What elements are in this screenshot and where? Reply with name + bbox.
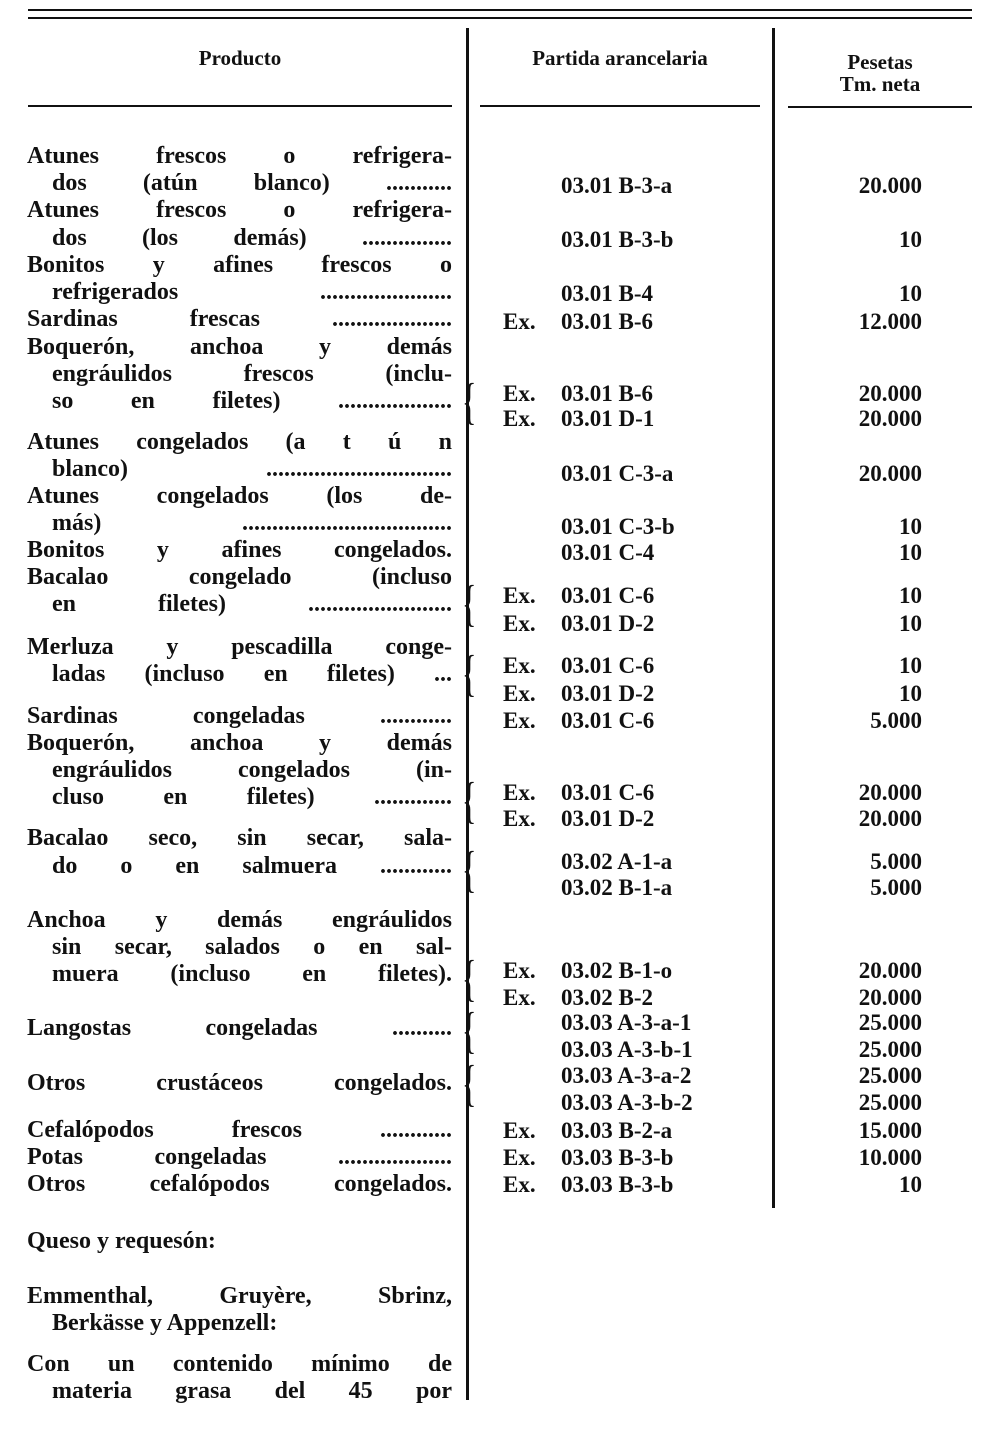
price-value: 5.000 <box>870 875 922 900</box>
product-line: engráulidos congelados (in- <box>52 757 452 783</box>
tariff-ex-prefix: Ex. <box>503 985 536 1010</box>
tariff-code: 03.01 C-3-b <box>561 514 675 539</box>
price-value: 5.000 <box>870 849 922 874</box>
product-line: so en filetes) ................... <box>52 388 452 414</box>
header-product: Producto <box>198 46 282 70</box>
price-value: 15.000 <box>858 1118 922 1143</box>
tariff-code: 03.03 B-3-b <box>561 1172 674 1197</box>
product-line: engráulidos frescos (inclu- <box>52 361 452 387</box>
top-rule-1 <box>28 9 972 11</box>
price-value: 25.000 <box>858 1063 922 1088</box>
tariff-ex-prefix: Ex. <box>503 611 536 636</box>
tariff-ex-prefix: Ex. <box>503 653 536 678</box>
tariff-code: 03.03 A-3-a-2 <box>561 1063 692 1088</box>
price-value: 10 <box>899 227 922 252</box>
product-line: materia grasa del 45 por <box>52 1378 452 1404</box>
column-divider-2 <box>772 28 775 1208</box>
tariff-code: 03.01 B-4 <box>561 281 653 306</box>
product-line: Emmenthal, Gruyère, Sbrinz, <box>27 1283 452 1309</box>
price-value: 10 <box>899 611 922 636</box>
product-line: Cefalópodos frescos ............ <box>27 1117 452 1143</box>
tariff-ex-prefix: Ex. <box>503 406 536 431</box>
product-line: Atunes frescos o refrigera- <box>27 197 452 223</box>
tariff-code: 03.01 B-6 <box>561 381 653 406</box>
tariff-ex-prefix: Ex. <box>503 583 536 608</box>
product-line: refrigerados ...................... <box>52 279 452 305</box>
brace-mark: { <box>462 576 477 633</box>
tariff-code: 03.03 A-3-b-1 <box>561 1037 693 1062</box>
header-underline-tariff <box>480 105 760 107</box>
tariff-ex-prefix: Ex. <box>503 780 536 805</box>
tariff-ex-prefix: Ex. <box>503 958 536 983</box>
tariff-code: 03.02 B-2 <box>561 985 653 1010</box>
tariff-ex-prefix: Ex. <box>503 309 536 334</box>
price-value: 20.000 <box>858 780 922 805</box>
price-value: 20.000 <box>858 406 922 431</box>
price-value: 20.000 <box>858 985 922 1010</box>
product-line: sin secar, salados o en sal- <box>52 934 452 960</box>
price-value: 25.000 <box>858 1090 922 1115</box>
header-price-line2: Tm. neta <box>839 72 921 96</box>
product-line: Boquerón, anchoa y demás <box>27 730 452 756</box>
brace-mark: { <box>462 1003 477 1060</box>
header-underline-product <box>28 105 452 107</box>
tariff-code: 03.01 C-6 <box>561 583 655 608</box>
brace-mark: { <box>462 842 477 899</box>
tariff-ex-prefix: Ex. <box>503 681 536 706</box>
product-line: en filetes) ........................ <box>52 591 452 617</box>
product-line: dos (los demás) ............... <box>52 225 452 251</box>
product-line: Merluza y pescadilla conge- <box>27 634 452 660</box>
price-value: 10 <box>899 653 922 678</box>
tariff-ex-prefix: Ex. <box>503 806 536 831</box>
tariff-code: 03.01 B-3-b <box>561 227 674 252</box>
price-value: 10 <box>899 681 922 706</box>
product-line: cluso en filetes) ............. <box>52 784 452 810</box>
tariff-code: 03.02 B-1-o <box>561 958 673 983</box>
tariff-code: 03.01 D-2 <box>561 611 655 636</box>
price-value: 20.000 <box>858 806 922 831</box>
header-underline-price <box>788 106 972 108</box>
product-line: Anchoa y demás engráulidos <box>27 907 452 933</box>
product-line: Potas congeladas ................... <box>27 1144 452 1170</box>
product-line: Queso y requesón: <box>27 1228 216 1254</box>
product-line: Bacalao congelado (incluso <box>27 564 452 590</box>
tariff-code: 03.03 A-3-b-2 <box>561 1090 693 1115</box>
tariff-code: 03.01 B-3-a <box>561 173 673 198</box>
product-line: blanco) ............................... <box>52 456 452 482</box>
tariff-code: 03.01 C-6 <box>561 780 655 805</box>
product-line: ladas (incluso en filetes) ... <box>52 661 452 687</box>
tariff-ex-prefix: Ex. <box>503 1145 536 1170</box>
brace-mark: { <box>462 951 477 1008</box>
price-value: 20.000 <box>858 958 922 983</box>
product-line: más) ................................... <box>52 510 452 536</box>
brace-mark: { <box>462 1056 477 1113</box>
header-tariff: Partida arancelaria <box>532 46 708 70</box>
price-value: 10 <box>899 583 922 608</box>
price-value: 5.000 <box>870 708 922 733</box>
price-value: 10.000 <box>858 1145 922 1170</box>
product-line: Sardinas congeladas ............ <box>27 703 452 729</box>
product-line: Langostas congeladas .......... <box>27 1015 452 1041</box>
brace-mark: { <box>462 646 477 703</box>
tariff-code: 03.01 D-1 <box>561 406 655 431</box>
tariff-code: 03.01 B-6 <box>561 309 653 334</box>
tariff-code: 03.02 A-1-a <box>561 849 673 874</box>
price-value: 10 <box>899 514 922 539</box>
tariff-code: 03.01 D-2 <box>561 806 655 831</box>
product-line: dos (atún blanco) ........... <box>52 170 452 196</box>
product-line: Bonitos y afines frescos o <box>27 252 452 278</box>
price-value: 10 <box>899 281 922 306</box>
brace-mark: { <box>462 374 477 431</box>
product-line: muera (incluso en filetes). <box>52 961 452 987</box>
price-value: 20.000 <box>858 381 922 406</box>
tariff-code: 03.01 C-6 <box>561 653 655 678</box>
product-line: Otros cefalópodos congelados. <box>27 1171 452 1197</box>
column-divider-1 <box>466 28 469 1400</box>
product-line: Boquerón, anchoa y demás <box>27 334 452 360</box>
tariff-ex-prefix: Ex. <box>503 381 536 406</box>
product-line: Atunes congelados (a t ú n <box>27 429 452 455</box>
product-line: do o en salmuera ............ <box>52 853 452 879</box>
tariff-code: 03.03 B-2-a <box>561 1118 673 1143</box>
price-value: 20.000 <box>858 173 922 198</box>
top-rule-2 <box>28 17 972 19</box>
product-line: Bacalao seco, sin secar, sala- <box>27 825 452 851</box>
product-line: Atunes frescos o refrigera- <box>27 143 452 169</box>
price-value: 25.000 <box>858 1037 922 1062</box>
tariff-code: 03.01 D-2 <box>561 681 655 706</box>
tariff-code: 03.01 C-4 <box>561 540 655 565</box>
product-line: Con un contenido mínimo de <box>27 1351 452 1377</box>
price-value: 10 <box>899 540 922 565</box>
tariff-code: 03.03 A-3-a-1 <box>561 1010 692 1035</box>
product-line: Bonitos y afines congelados. <box>27 537 452 563</box>
brace-mark: { <box>462 773 477 830</box>
tariff-code: 03.01 C-6 <box>561 708 655 733</box>
product-line: Otros crustáceos congelados. <box>27 1070 452 1096</box>
product-line: Atunes congelados (los de- <box>27 483 452 509</box>
product-line: Berkässe y Appenzell: <box>52 1310 278 1336</box>
tariff-code: 03.03 B-3-b <box>561 1145 674 1170</box>
price-value: 12.000 <box>858 309 922 334</box>
price-value: 20.000 <box>858 461 922 486</box>
tariff-code: 03.01 C-3-a <box>561 461 674 486</box>
price-value: 10 <box>899 1172 922 1197</box>
tariff-ex-prefix: Ex. <box>503 708 536 733</box>
product-line: Sardinas frescas .................... <box>27 306 452 332</box>
header-price-line1: Pesetas <box>847 50 913 74</box>
tariff-ex-prefix: Ex. <box>503 1172 536 1197</box>
price-value: 25.000 <box>858 1010 922 1035</box>
tariff-ex-prefix: Ex. <box>503 1118 536 1143</box>
tariff-code: 03.02 B-1-a <box>561 875 673 900</box>
